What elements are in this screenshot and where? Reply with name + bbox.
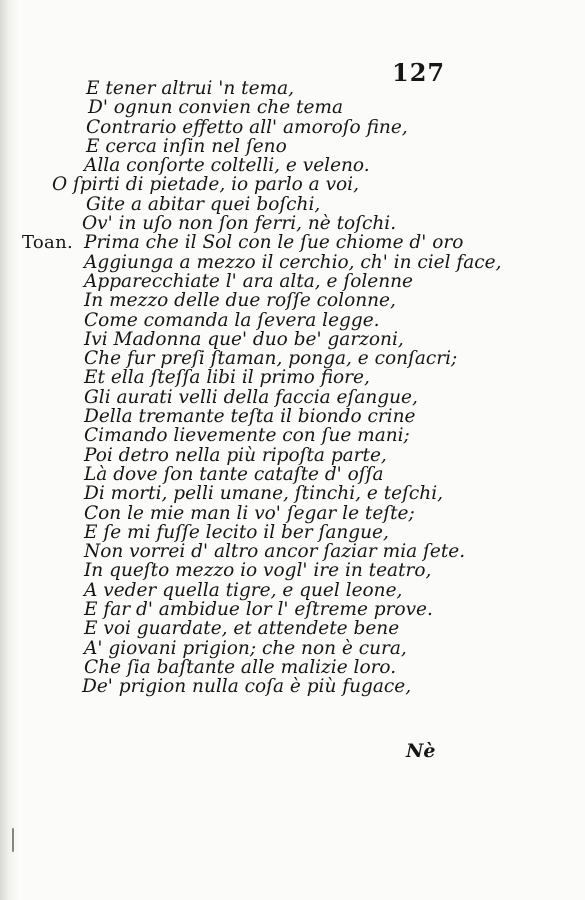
verse-line [0,407,585,426]
verse-line-text: Et ella ſteſſa libi il primo fiore, [84,367,370,389]
verse-line-text: Alla conſorte coltelli, e veleno. [84,155,370,177]
verse-line-text: Cimando lievemente con ſue mani; [84,425,410,447]
verse-line [0,677,585,696]
verse-line-text: Contrario effetto all' amoroſo fine, [86,116,408,138]
verse-line [0,465,585,484]
verse-line-text: Là dove ſon tante cataſte d' oſſa [84,463,384,485]
verse-line-text: Apparecchiate l' ara alta, e ſolenne [84,270,414,292]
verse-line-text: E tener altrui 'n tema, [86,78,295,99]
verse-line [0,175,585,194]
verse-line-text: Aggiunga a mezzo il cerchio, ch' in ciel face, [84,251,502,273]
verse-line-text: In queſto mezzo io vogl' ire in teatro, [84,560,432,582]
verse-line-text: Della tremante teſta il biondo crine [84,406,416,428]
verse-line [0,484,585,503]
verse-line [0,311,585,330]
verse-block [0,79,585,697]
verse-line-text: E cerca inſin nel ſeno [86,135,287,157]
verse-line-text: In mezzo delle due roſſe colonne, [84,290,396,312]
verse-line [0,214,585,233]
verse-line [0,291,585,310]
verse-line-text: De' prigion nulla coſa è più fugace, [82,676,412,698]
verse-line [0,619,585,638]
gutter-mark [12,828,14,852]
verse-line [0,137,585,156]
verse-line [0,253,585,272]
verse-line-text: Che ſia baſtante alle malizie loro. [84,656,397,678]
verse-line-text: A' giovani prigion; che non è cura, [84,637,407,659]
speaker-label: Toan. [22,232,73,254]
verse-line [0,195,585,214]
verse-line [0,388,585,407]
page-number: 127 [392,58,446,87]
verse-line [0,272,585,291]
verse-line-text: Con le mie man li vo' ſegar le teſte; [84,502,415,524]
verse-line [0,561,585,580]
verse-line [0,156,585,175]
verse-line-text: Gite a abitar quei boſchi, [86,193,321,215]
verse-line-text: E far d' ambidue lor l' eſtreme prove. [84,599,433,621]
verse-line-text: E ſe mi fuſſe lecito il ber ſangue, [84,521,389,543]
verse-line [0,98,585,117]
verse-line [0,542,585,561]
verse-line [0,581,585,600]
verse-line [0,368,585,387]
verse-line-text: Gli aurati velli della faccia eſangue, [84,386,418,408]
verse-line [0,426,585,445]
verse-line-text: D' ognun convien che tema [88,97,343,119]
verse-line-text: Prima che il Sol con le ſue chiome d' oro [84,232,464,254]
verse-line-text: Non vorrei d' altro ancor ſaziar mia ſete. [84,541,466,563]
verse-line-text: Ov' in uſo non ſon ferri, nè toſchi. [82,213,397,235]
verse-line [0,349,585,368]
verse-line [0,658,585,677]
verse-line [0,523,585,542]
verse-line [0,79,585,98]
verse-line-text: A veder quella tigre, e quel leone, [84,579,403,601]
verse-line-text: Di morti, pelli umane, ſtinchi, e teſchi, [84,483,443,505]
verse-line-text: Ivi Madonna que' duo be' garzoni, [84,328,404,350]
verse-line [0,118,585,137]
verse-line [0,639,585,658]
verse-line [0,330,585,349]
verse-line-text: Poi detro nella più ripoſta parte, [84,444,387,466]
verse-line-text: O ſpirti di pietade, io parlo a voi, [52,174,359,196]
verse-line [0,446,585,465]
verse-line-text: E voi guardate, et attendete bene [84,618,400,640]
catchword: Nè [406,740,436,762]
verse-line [0,504,585,523]
verse-line-text: Che fur preſi ſtaman, ponga, e conſacri; [84,348,458,370]
verse-line-text: Come comanda la ſevera legge. [84,309,380,331]
verse-line [0,600,585,619]
verse-line [0,233,585,252]
